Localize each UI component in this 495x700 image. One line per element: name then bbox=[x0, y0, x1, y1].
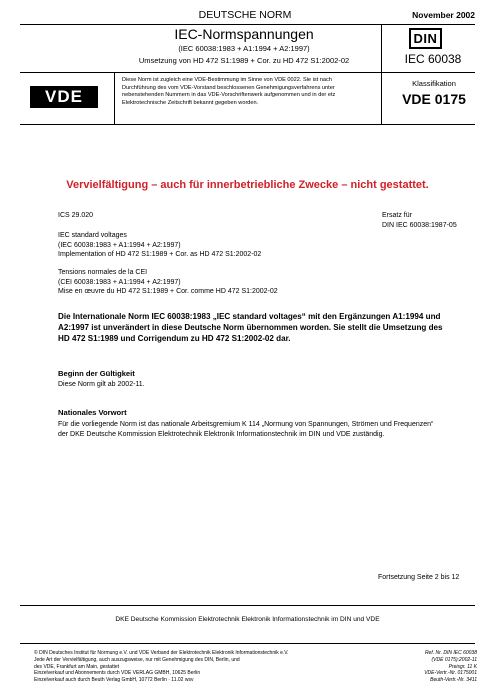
intro-line: A2:1997 ist unverändert in diese Deutsche Norm übernommen worden. Sie stellt die Umsetzung des bbox=[58, 323, 443, 332]
foreword-heading: Nationales Vorwort bbox=[58, 408, 127, 417]
replacement-info bbox=[382, 211, 457, 230]
english-line: IEC standard voltages bbox=[58, 232, 127, 239]
foreword-line: Für die vorliegende Norm ist das nationale Arbeitsgremium K 114 „Normung von Spannungen, Strömen und Frequenzen“ bbox=[58, 421, 434, 428]
klassifikation-label: Klassifikation bbox=[412, 79, 456, 88]
dke-line: DKE Deutsche Kommission Elektrotechnik Elektronik Informationstechnik im DIN und VDE bbox=[115, 616, 380, 623]
vde-notice bbox=[122, 77, 374, 107]
vde-logo: VDE bbox=[30, 86, 98, 108]
header-rule bbox=[20, 24, 475, 25]
footer-left-line: Jede Art der Vervielfältigung, auch auszugsweise, nur mit Genehmigung des DIN, Berlin, und bbox=[34, 656, 240, 663]
reproduction-notice: Vervielfältigung – auch für innerbetriebliche Zwecke – nicht gestattet. bbox=[66, 179, 429, 191]
intro-paragraph bbox=[58, 311, 478, 344]
intro-line: Die Internationale Norm IEC 60038:1983 „IEC standard voltages“ mit den Ergänzungen A1:1994 und bbox=[58, 312, 441, 321]
footer-rule bbox=[20, 643, 475, 644]
din-logo: DIN bbox=[409, 28, 442, 49]
english-line: Implementation of HD 472 S1:1989 + Cor. as HD 472 S1:2002-02 bbox=[58, 251, 262, 258]
french-line: Mise en œuvre du HD 472 S1:1989 + Cor. comme HD 472 S1:2002-02 bbox=[58, 288, 278, 295]
klassifikation-value: VDE 0175 bbox=[402, 91, 466, 107]
footer-right-line: Ref. Nr. DIN IEC 60038 bbox=[424, 650, 477, 656]
footer-left-line: des VDE, Frankfurt am Main, gestattet bbox=[34, 663, 120, 670]
english-title-block bbox=[58, 231, 261, 260]
title-divider bbox=[381, 24, 382, 72]
document-title: IEC-Normspannungen bbox=[174, 26, 314, 42]
replacement-label: Ersatz für bbox=[382, 212, 412, 219]
footer-copyright bbox=[34, 650, 289, 684]
document-subtitle-1: (IEC 60038:1983 + A1:1994 + A2:1997) bbox=[178, 44, 310, 53]
national-foreword bbox=[58, 408, 483, 439]
vde-notice-line: Diese Norm ist zugleich eine VDE-Bestimmung im Sinne von VDE 0022. Sie ist nach bbox=[122, 77, 332, 83]
standard-number: IEC 60038 bbox=[404, 52, 462, 66]
validity-section bbox=[58, 369, 145, 390]
standard-series: DEUTSCHE NORM bbox=[198, 9, 292, 21]
replacement-value: DIN IEC 60038:1987-05 bbox=[382, 221, 457, 229]
footer-right-line: VDE-Vertr.-Nr. 0175001 bbox=[424, 670, 477, 677]
foreword-line: der DKE Deutsche Kommission Elektrotechnik Elektronik Informationstechnik im DIN und VDE zuständig. bbox=[58, 430, 385, 438]
vde-notice-line: nebenstehenden Nummern in das VDE-Vorschriftenwerk aufgenommen und in der etz bbox=[122, 92, 336, 99]
footer-right-line: Preisgr. 11 K bbox=[448, 663, 477, 670]
issue-date: November 2002 bbox=[412, 10, 475, 20]
footer-right-line: Beuth-Vertr.-Nr. 3411 bbox=[430, 677, 477, 684]
vde-notice-line: Elektrotechnische Zeitschrift bekannt gegeben worden. bbox=[122, 99, 259, 106]
vde-notice-line: Durchführung des vom VDE-Vorstand beschlossenen Genehmigungsverfahrens unter bbox=[122, 84, 335, 91]
footer-left-line: © DIN Deutsches Institut für Normung e.V. und VDE Verband der Elektrotechnik Elektronik Informationstechnik e.V. bbox=[34, 650, 289, 656]
validity-heading: Beginn der Gültigkeit bbox=[58, 369, 135, 378]
footer-reference bbox=[424, 650, 477, 684]
validity-text: Diese Norm gilt ab 2002-11. bbox=[58, 381, 145, 388]
french-line: Tensions normales de la CEI bbox=[58, 269, 148, 276]
footer-left-line: Einzelverkauf und Abonnements durch VDE VERLAG GMBH, 10625 Berlin bbox=[34, 670, 201, 677]
french-line: (CEI 60038:1983 + A1:1994 + A2:1997) bbox=[58, 278, 181, 286]
document-subtitle-2: Umsetzung von HD 472 S1:1989 + Cor. zu HD 472 S1:2002-02 bbox=[138, 56, 350, 65]
footer-left-line: Einzelverkauf auch durch Beuth Verlag GmbH, 10772 Berlin · 11.02 wsv bbox=[34, 677, 194, 684]
french-title-block bbox=[58, 268, 278, 297]
english-line: (IEC 60038:1983 + A1:1994 + A2:1997) bbox=[58, 241, 181, 249]
title-bottom-rule bbox=[20, 72, 475, 73]
ics-code: ICS 29.020 bbox=[58, 212, 94, 219]
continuation-note: Fortsetzung Seite 2 bis 12 bbox=[378, 574, 460, 581]
vde-divider-left bbox=[114, 72, 115, 124]
dke-top-rule bbox=[20, 605, 475, 606]
intro-line: HD 472 S1:1989 und Corrigendum zu HD 472 S1:2002-02 dar. bbox=[58, 334, 291, 343]
footer-right-line: (VDE 0175):2002-11 bbox=[431, 656, 477, 663]
vde-divider-right bbox=[381, 72, 382, 124]
vde-bottom-rule bbox=[20, 124, 475, 125]
